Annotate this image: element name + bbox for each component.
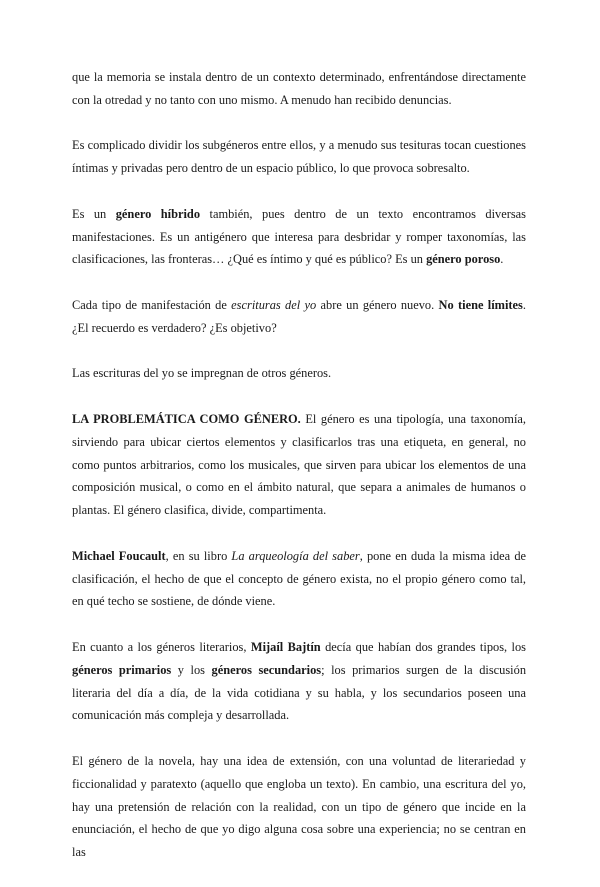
paragraph-problematica: [72, 408, 526, 522]
section-heading-problematica: LA PROBLEMÁTICA COMO GÉNERO.: [72, 411, 301, 426]
paragraph-text: Las escrituras del yo se impregnan de otros géneros.: [72, 366, 332, 381]
paragraph-novela: [72, 750, 526, 864]
bold-term-generos-primarios: géneros primarios: [72, 662, 172, 677]
paragraph-text: . ¿El recuerdo es verdadero? ¿Es objetivo?: [72, 297, 526, 335]
paragraph-text: Es un: [72, 206, 116, 221]
paragraph-text: En cuanto a los géneros literarios,: [72, 639, 251, 654]
paragraph-genero-hibrido: [72, 203, 526, 271]
paragraph-foucault: [72, 545, 526, 613]
paragraph-text: El género de la novela, hay una idea de extensión, con una voluntad de literariedad y ficcionalidad y paratexto (aquello que engloba un texto). En cambio, una escritura del yo, hay una pretensión de relación con la realidad, con un tipo de género que incide en la enunciación, el hecho de que yo digo alguna cosa sobre una experiencia; no se centran en las: [72, 753, 526, 860]
bold-term-generos-secundarios: géneros secundarios: [211, 662, 322, 677]
paragraph-text: .: [500, 252, 504, 267]
bold-name-foucault: Michael Foucault: [72, 548, 166, 563]
document-page: [72, 66, 526, 887]
paragraph-text: abre un género nuevo.: [316, 297, 439, 312]
paragraph-text: Es complicado dividir los subgéneros entre ellos, y a menudo sus tesituras tocan cuestiones íntimas y privadas pero dentro de un espacio público, lo que provoca sobresalto.: [72, 138, 526, 176]
paragraph-text: y los: [171, 662, 212, 677]
bold-term-genero-hibrido: género híbrido: [115, 206, 201, 221]
paragraph-text: también, pues dentro de un texto encontramos diversas manifestaciones. Es un antigénero que interesa para desbridar y romper taxonomías, las clasificaciones, las fronteras… ¿Qué es íntimo y qué es público? Es un: [72, 206, 526, 267]
paragraph-text: ; los primarios surgen de la discusión literaria del día a día, de la vida cotidiana y su habla, y los secundarios poseen una comunicación más compleja y desarrollada.: [72, 662, 527, 723]
paragraph-manifestacion: [72, 294, 526, 340]
bold-term-genero-poroso: género poroso: [426, 252, 501, 267]
paragraph-text: El género es una tipología, una taxonomía, sirviendo para ubicar ciertos elementos y clasificarlos tras una etiqueta, en general, no como puntos arbitrarios, como los musicales, que sirven para ubicar los elementos de una composición musical, o como en el ámbito natural, que separa a animales de humanos o plantas. El género clasifica, divide, compartimenta.: [72, 411, 526, 518]
bold-term-no-tiene-limites: No tiene límites: [438, 297, 523, 312]
paragraph-subgeneros: [72, 134, 526, 180]
paragraph-text: , en su libro: [165, 548, 232, 563]
paragraph-text: Cada tipo de manifestación de: [72, 297, 232, 312]
italic-book-title: La arqueología del saber: [231, 548, 360, 563]
paragraph-text: que la memoria se instala dentro de un contexto determinado, enfrentándose directamente con la otredad y no tanto con uno mismo. A menudo han recibido denuncias.: [72, 70, 526, 107]
paragraph-text: , pone en duda la misma idea de clasificación, el hecho de que el concepto de género exista, no el propio género como tal, en qué techo se sostiene, de dónde viene.: [72, 548, 527, 609]
italic-term-escrituras-del-yo: escrituras del yo: [231, 297, 317, 312]
paragraph-text: decía que habían dos grandes tipos, los: [320, 639, 526, 654]
paragraph-bajtin: [72, 636, 526, 727]
paragraph-memoria: [72, 66, 526, 112]
paragraph-impregnan: [72, 362, 526, 385]
bold-name-bajtin: Mijaíl Bajtín: [250, 639, 321, 654]
